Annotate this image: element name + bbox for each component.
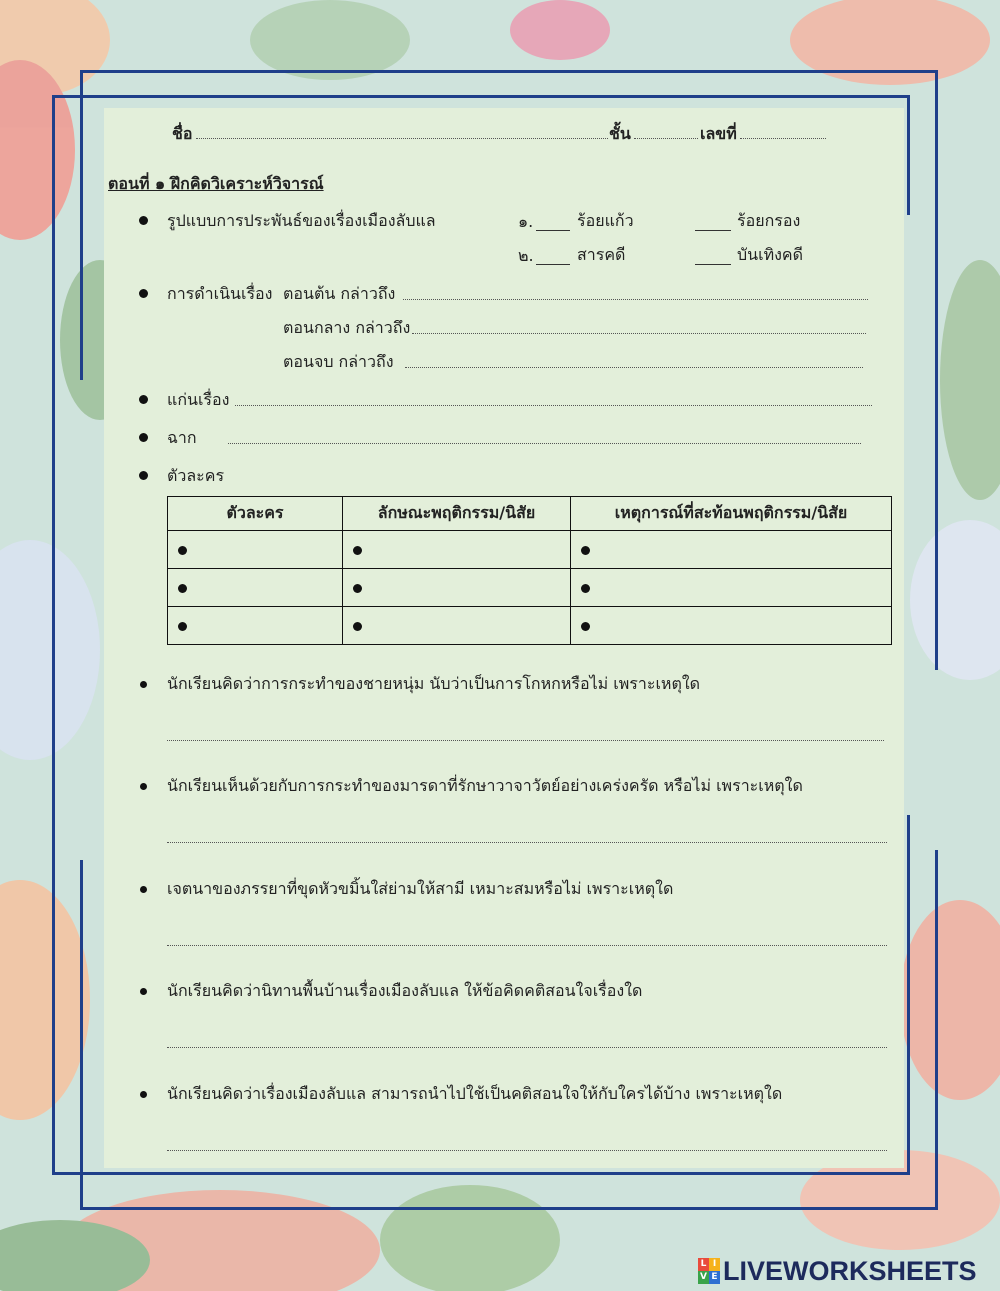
table-row bbox=[168, 531, 892, 569]
plot-label: การดำเนินเรื่อง bbox=[167, 284, 273, 303]
bullet-icon bbox=[139, 289, 148, 298]
bullet-icon bbox=[140, 886, 147, 893]
character-event-cell[interactable] bbox=[571, 531, 892, 569]
plot-middle-label: ตอนกลาง กล่าวถึง bbox=[283, 318, 411, 337]
character-event-cell[interactable] bbox=[571, 607, 892, 645]
theme-line[interactable] bbox=[235, 405, 872, 406]
table-row bbox=[168, 569, 892, 607]
frame-left-lower bbox=[80, 860, 83, 1210]
table-header-row bbox=[168, 497, 892, 531]
column-header: ลักษณะพฤติกรรม/นิสัย bbox=[343, 497, 571, 531]
grade-label: ชั้น bbox=[609, 124, 631, 143]
grade-input-line[interactable] bbox=[634, 138, 698, 139]
setting-label: ฉาก bbox=[167, 428, 197, 447]
frame-bottom-outer bbox=[80, 1207, 938, 1210]
characters-label: ตัวละคร bbox=[167, 466, 225, 485]
bullet-icon bbox=[353, 584, 362, 593]
question-2: นักเรียนเห็นด้วยกับการกระทำของมารดาที่รักษาวาจาวัตย์อย่างเคร่งครัด หรือไม่ เพราะเหตุใด bbox=[167, 776, 803, 795]
plot-end-line[interactable] bbox=[405, 367, 863, 368]
logo-badge-letter: E bbox=[709, 1271, 720, 1284]
answer-line-2[interactable] bbox=[167, 842, 887, 843]
bullet-icon bbox=[139, 216, 148, 225]
character-name-cell[interactable] bbox=[168, 607, 343, 645]
frame-top-inner bbox=[52, 95, 910, 98]
option-text-2: ร้อยกรอง bbox=[737, 211, 801, 230]
question-5: นักเรียนคิดว่าเรื่องเมืองลับแล สามารถนำไปใช้เป็นคติสอนใจให้กับใครได้บ้าง เพราะเหตุใด bbox=[167, 1084, 783, 1103]
character-name-cell[interactable] bbox=[168, 569, 343, 607]
frame-right-bottom bbox=[935, 850, 938, 1210]
character-event-cell[interactable] bbox=[571, 569, 892, 607]
characters-table bbox=[167, 496, 892, 645]
table-row bbox=[168, 607, 892, 645]
option-text-1: ร้อยแก้ว bbox=[577, 211, 634, 230]
frame-left-inner bbox=[52, 95, 55, 1175]
character-trait-cell[interactable] bbox=[343, 607, 571, 645]
plot-end-label: ตอนจบ กล่าวถึง bbox=[283, 352, 394, 371]
column-header: ตัวละคร bbox=[168, 497, 343, 531]
option-blank-3[interactable] bbox=[536, 264, 570, 265]
question-4: นักเรียนคิดว่านิทานพื้นบ้านเรื่องเมืองลับแล ให้ข้อคิดคติสอนใจเรื่องใด bbox=[167, 981, 643, 1000]
answer-line-5[interactable] bbox=[167, 1150, 887, 1151]
number-label: เลขที่ bbox=[700, 124, 737, 143]
option-blank-1[interactable] bbox=[536, 230, 570, 231]
option-blank-2[interactable] bbox=[695, 230, 731, 231]
option-blank-4[interactable] bbox=[695, 264, 731, 265]
section-title: ตอนที่ ๑ ฝึกคิดวิเคราะห์วิจารณ์ bbox=[108, 174, 324, 193]
bullet-icon bbox=[353, 546, 362, 555]
bullet-icon bbox=[353, 622, 362, 631]
logo-text: LIVEWORKSHEETS bbox=[723, 1255, 977, 1286]
answer-line-3[interactable] bbox=[167, 945, 887, 946]
bullet-icon bbox=[581, 546, 590, 555]
bullet-icon bbox=[140, 783, 147, 790]
setting-line[interactable] bbox=[228, 443, 861, 444]
frame-right-outer bbox=[935, 70, 938, 670]
bullet-icon bbox=[140, 681, 147, 688]
frame-right-lower bbox=[907, 815, 910, 1175]
character-trait-cell[interactable] bbox=[343, 531, 571, 569]
plot-beginning-label: ตอนต้น กล่าวถึง bbox=[283, 284, 396, 303]
name-input-line[interactable] bbox=[196, 138, 608, 139]
bullet-icon bbox=[139, 433, 148, 442]
option-text-4: บันเทิงคดี bbox=[737, 245, 804, 264]
bullet-icon bbox=[581, 584, 590, 593]
option-prefix-3: ๒. bbox=[518, 246, 534, 265]
answer-line-4[interactable] bbox=[167, 1047, 887, 1048]
frame-top-outer bbox=[80, 70, 938, 73]
bullet-icon bbox=[139, 395, 148, 404]
logo-badge-icon bbox=[698, 1258, 720, 1284]
question-3: เจตนาของภรรยาที่ขุดหัวขมิ้นใส่ย่ามให้สามี เหมาะสมหรือไม่ เพราะเหตุใด bbox=[167, 879, 674, 898]
liveworksheets-logo bbox=[698, 1256, 977, 1286]
bullet-icon bbox=[178, 584, 187, 593]
plot-beginning-line[interactable] bbox=[403, 299, 868, 300]
option-text-3: สารคดี bbox=[577, 245, 626, 264]
bullet-icon bbox=[140, 988, 147, 995]
answer-line-1[interactable] bbox=[167, 740, 884, 741]
number-input-line[interactable] bbox=[740, 138, 826, 139]
bullet-icon bbox=[139, 471, 148, 480]
plot-middle-line[interactable] bbox=[412, 333, 866, 334]
name-label: ชื่อ bbox=[172, 124, 193, 143]
question-1: นักเรียนคิดว่าการกระทำของชายหนุ่ม นับว่าเป็นการโกหกหรือไม่ เพราะเหตุใด bbox=[167, 674, 701, 693]
form-label: รูปแบบการประพันธ์ของเรื่องเมืองลับแล bbox=[167, 211, 436, 230]
column-header: เหตุการณ์ที่สะท้อนพฤติกรรม/นิสัย bbox=[571, 497, 892, 531]
character-trait-cell[interactable] bbox=[343, 569, 571, 607]
bullet-icon bbox=[178, 622, 187, 631]
bullet-icon bbox=[581, 622, 590, 631]
frame-left-outer bbox=[80, 70, 83, 380]
option-prefix-1: ๑. bbox=[518, 212, 534, 231]
logo-badge-letter: V bbox=[698, 1271, 709, 1284]
frame-right-inner bbox=[907, 95, 910, 215]
logo-badge-letter: L bbox=[698, 1258, 709, 1271]
bullet-icon bbox=[178, 546, 187, 555]
logo-badge-letter: I bbox=[709, 1258, 720, 1271]
frame-bottom-inner bbox=[52, 1172, 910, 1175]
character-name-cell[interactable] bbox=[168, 531, 343, 569]
theme-label: แก่นเรื่อง bbox=[167, 390, 230, 409]
bullet-icon bbox=[140, 1091, 147, 1098]
